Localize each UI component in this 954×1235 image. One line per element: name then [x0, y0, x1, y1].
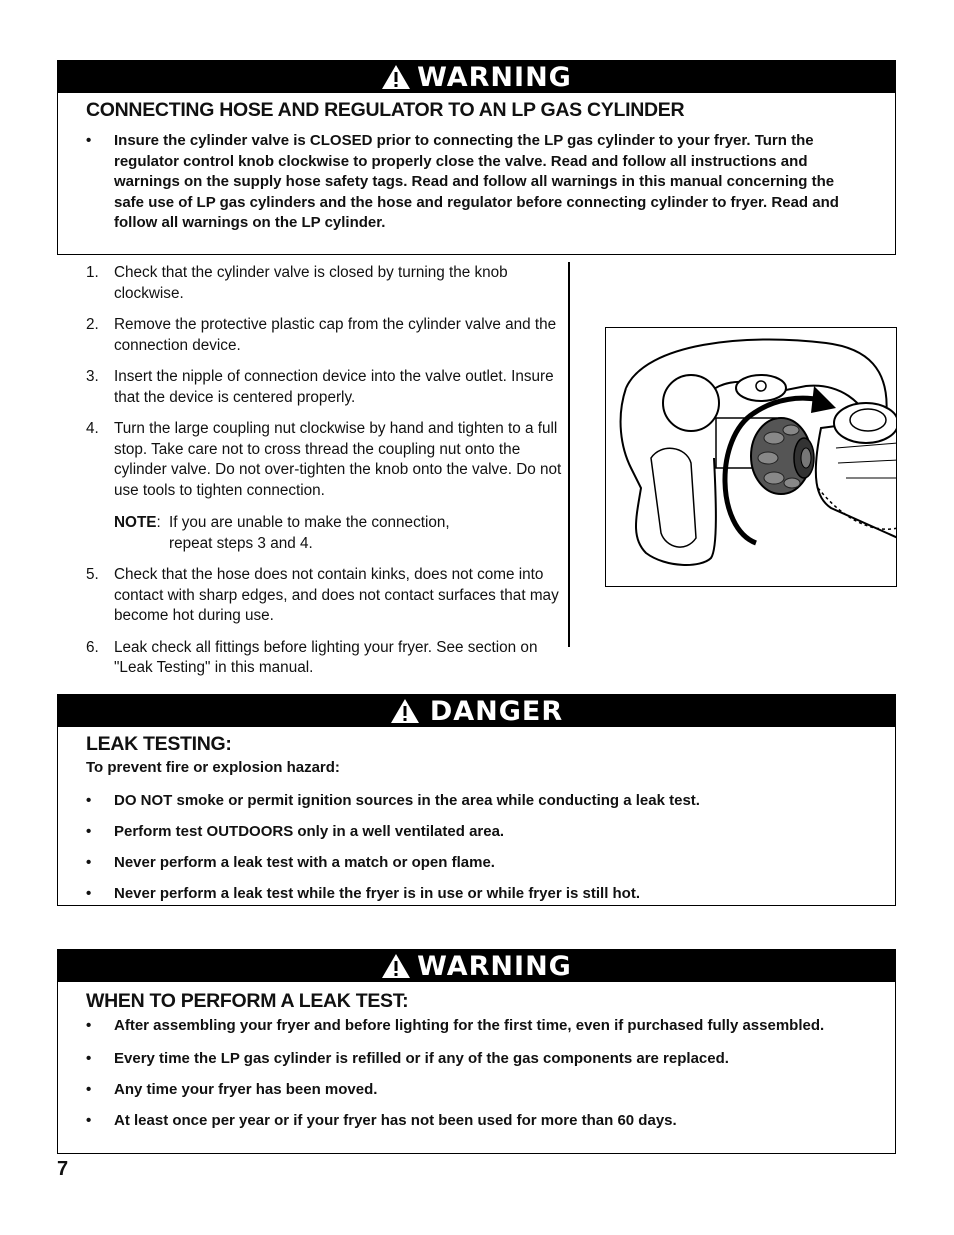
danger-bullet: • DO NOT smoke or permit ignition sources in the area while conducting a leak test. — [86, 791, 867, 812]
step-item — [86, 565, 564, 627]
cylinder-valve-drawing — [606, 328, 897, 587]
step-number: 1. — [86, 264, 99, 281]
step-text: Turn the large coupling nut clockwise by hand and tighten to a full stop. Take care not to cross thread the coupling nut onto the cylinder valve. Do not over-tighten the knob onto the valve. Do not use tools to tighten connection. — [114, 420, 562, 499]
step-item — [86, 367, 564, 408]
warning-header-text: WARNING — [417, 61, 572, 93]
danger-header-text: DANGER — [429, 695, 564, 727]
note-line-2: repeat steps 3 and 4. — [169, 534, 313, 552]
step-number: 2. — [86, 316, 99, 333]
note-colon: : — [156, 514, 161, 531]
connecting-title: CONNECTING HOSE AND REGULATOR TO AN LP GAS CYLINDER — [86, 99, 685, 121]
warning-header-text: WARNING — [417, 950, 572, 982]
column-divider — [568, 262, 570, 647]
step-text: Remove the protective plastic cap from the cylinder valve and the connection device. — [114, 316, 557, 354]
note-label: NOTE — [114, 514, 157, 531]
warning-header — [58, 61, 895, 93]
step-text: Insert the nipple of connection device into the valve outlet. Insure that the device is centered properly. — [114, 368, 554, 406]
step-item — [86, 315, 564, 356]
when-to-test-title: WHEN TO PERFORM A LEAK TEST: — [86, 990, 409, 1012]
leak-testing-title: LEAK TESTING: — [86, 733, 232, 755]
danger-bullet: • Perform test OUTDOORS only in a well ventilated area. — [86, 822, 867, 843]
step-item — [86, 638, 564, 679]
warning-bullet: • Every time the LP gas cylinder is refilled or if any of the gas components are replaced. — [86, 1049, 867, 1070]
leak-testing-subtitle: To prevent fire or explosion hazard: — [86, 759, 340, 776]
leak-testing-bullets — [86, 791, 867, 905]
step-number: 3. — [86, 368, 99, 385]
when-to-test-bullets — [86, 1018, 867, 1131]
step-item — [86, 263, 564, 304]
danger-bullet: • Never perform a leak test with a match or open flame. — [86, 853, 867, 874]
danger-header — [58, 695, 895, 727]
connection-steps — [86, 263, 564, 690]
step-text: Check that the cylinder valve is closed by turning the knob clockwise. — [114, 264, 508, 302]
page-number: 7 — [57, 1158, 69, 1180]
step-number: 5. — [86, 566, 99, 583]
warning-triangle-icon — [381, 953, 411, 979]
connecting-bullet: • Insure the cylinder valve is CLOSED prior to connecting the LP gas cylinder to your fryer. Turn the regulator control knob clockwise to properly close the valve. Read and follow all instructions and warnings on the supply hose safety tags. Read and follow all warnings in this manual concerning the safe use of LP gas cylinders and the hose and regulator before connecting cylinder to fryer. Read and follow all warnings on the LP cylinder. — [86, 131, 867, 234]
warning-bullet: • Any time your fryer has been moved. — [86, 1080, 867, 1101]
connecting-bullets — [86, 131, 867, 234]
coupling-nut-illustration — [605, 327, 897, 587]
danger-bullet: • Never perform a leak test while the fryer is in use or while fryer is still hot. — [86, 884, 867, 905]
note-line-1: If you are unable to make the connection, — [169, 514, 450, 531]
warning-header — [58, 950, 895, 982]
warning-triangle-icon — [381, 64, 411, 90]
step-number: 6. — [86, 638, 99, 656]
warning-triangle-icon — [390, 698, 420, 724]
step-item — [86, 419, 564, 501]
danger-box-leak-testing — [57, 694, 896, 906]
warning-bullet: • After assembling your fryer and before lighting for the first time, even if purchased fully assembled. — [86, 1018, 867, 1035]
step-text: Check that the hose does not contain kinks, does not come into contact with sharp edges, and does not contact surfaces that may become hot during use. — [114, 566, 559, 624]
note-body — [169, 513, 450, 554]
warning-box-connecting — [57, 60, 896, 255]
step-number: 4. — [86, 420, 99, 437]
note — [86, 513, 564, 554]
warning-bullet: • At least once per year or if your fryer has not been used for more than 60 days. — [86, 1111, 867, 1132]
step-text: Leak check all fittings before lighting your fryer. See section on "Leak Testing" in this manual. — [114, 638, 538, 676]
warning-box-when-to-test — [57, 949, 896, 1154]
